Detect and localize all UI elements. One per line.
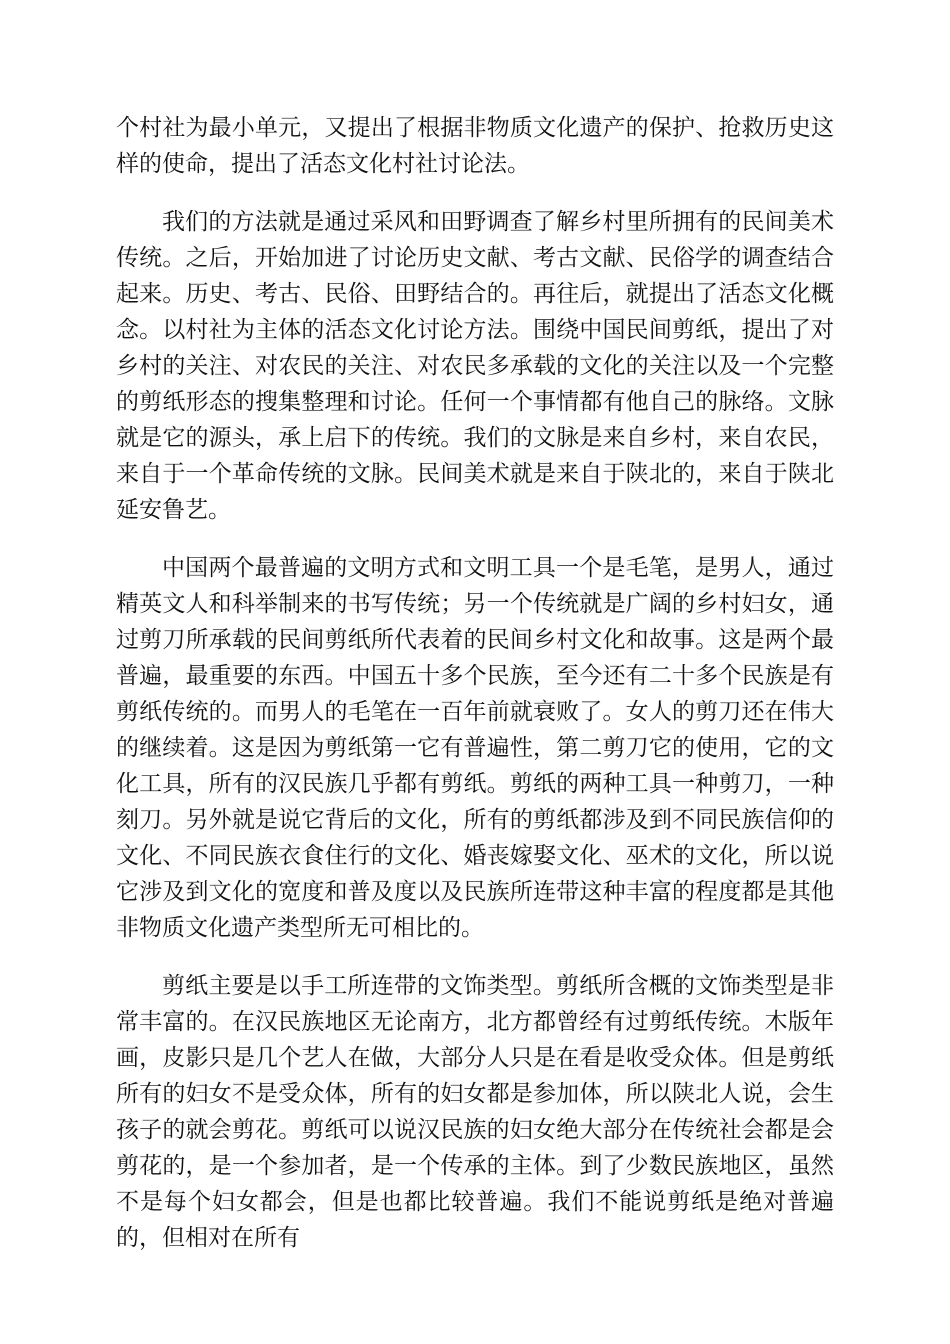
document-body — [116, 110, 834, 1278]
paragraph-1: 个村社为最小单元，又提出了根据非物质文化遗产的保护、抢救历史这样的使命，提出了活态文化村社讨论法。 — [116, 115, 834, 177]
paragraph-2: 我们的方法就是通过采风和田野调查了解乡村里所拥有的民间美术传统。之后，开始加进了讨论历史文献、考古文献、民俗学的调查结合起来。历史、考古、民俗、田野结合的。再往后，就提出了活态文化概念。以村社为主体的活态文化讨论方法。围绕中国民间剪纸，提出了对乡村的关注、对农民的关注、对农民多承载的文化的关注以及一个完整的剪纸形态的搜集整理和讨论。任何一个事情都有他自己的脉络。文脉就是它的源头，承上启下的传统。我们的文脉是来自乡村，来自农民，来自于一个革命传统的文脉。民间美术就是来自于陕北的，来自于陕北延安鲁艺。 — [116, 209, 834, 523]
paragraph-3: 中国两个最普遍的文明方式和文明工具一个是毛笔，是男人，通过精英文人和科举制来的书写传统；另一个传统就是广阔的乡村妇女，通过剪刀所承载的民间剪纸所代表着的民间乡村文化和故事。这是两个最普遍，最重要的东西。中国五十多个民族，至今还有二十多个民族是有剪纸传统的。而男人的毛笔在一百年前就衰败了。女人的剪刀还在伟大的继续着。这是因为剪纸第一它有普遍性，第二剪刀它的使用，它的文化工具，所有的汉民族几乎都有剪纸。剪纸的两种工具一种剪刀，一种刻刀。另外就是说它背后的文化，所有的剪纸都涉及到不同民族信仰的文化、不同民族衣食住行的文化、婚丧嫁娶文化、巫术的文化，所以说它涉及到文化的宽度和普及度以及民族所连带这种丰富的程度都是其他非物质文化遗产类型所无可相比的。 — [116, 555, 834, 941]
paragraph-4: 剪纸主要是以手工所连带的文饰类型。剪纸所含概的文饰类型是非常丰富的。在汉民族地区无论南方，北方都曾经有过剪纸传统。木版年画，皮影只是几个艺人在做，大部分人只是在看是收受众体。但是剪纸所有的妇女不是受众体，所有的妇女都是参加体，所以陕北人说，会生孩子的就会剪花。剪纸可以说汉民族的妇女绝大部分在传统社会都是会剪花的，是一个参加者，是一个传承的主体。到了少数民族地区，虽然不是每个妇女都会，但是也都比较普遍。我们不能说剪纸是绝对普遍的，但相对在所有 — [116, 973, 834, 1251]
